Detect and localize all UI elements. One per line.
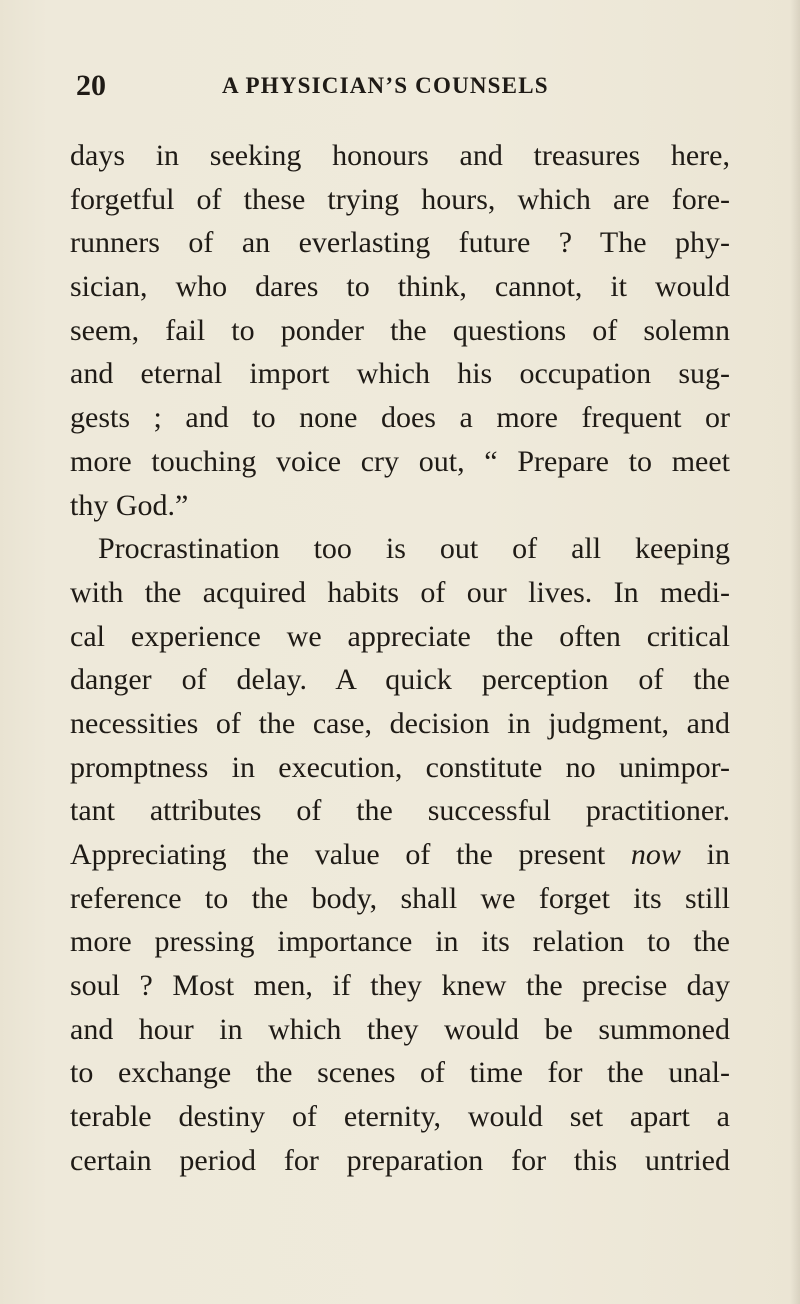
running-head [76,66,736,106]
running-head-title: A PHYSICIAN’S COUNSELS [222,73,549,98]
text-segment: in [706,838,730,871]
text-line: cal experience we appreciate the often critical [70,619,730,653]
text-line: danger of delay. A quick perception of the [70,663,730,697]
text-line: certain period for preparation for this untried [70,1143,730,1177]
text-line: with the acquired habits of our lives. In medi- [70,575,730,609]
text-line: thy God.” [70,488,189,522]
page-edge-shadow [790,0,800,1304]
text-line: promptness in execution, constitute no unimpor- [70,750,730,784]
paragraph-first-line: Procrastination too is out of all keeping [98,532,730,566]
text-line: terable destiny of eternity, would set apart a [70,1100,730,1134]
text-line [70,833,730,877]
text-line: more touching voice cry out, “ Prepare to meet [70,444,730,478]
text-line: and hour in which they would be summoned [70,1012,730,1046]
italic-word: now [630,838,681,871]
text-line: seem, fail to ponder the questions of solemn [70,313,730,347]
text-line: runners of an everlasting future ? The phy- [70,226,730,260]
body-text [70,134,730,1183]
text-line: more pressing importance in its relation to the [70,925,730,959]
text-line: sician, who dares to think, cannot, it would [70,270,730,304]
text-line: forgetful of these trying hours, which are fore- [70,182,730,216]
text-line: reference to the body, shall we forget its still [70,881,730,915]
page-number: 20 [76,69,106,102]
text-line: and eternal import which his occupation sug- [70,357,730,391]
text-segment: Appreciating the value of the present [70,838,606,871]
text-line: days in seeking honours and treasures here, [70,139,730,172]
text-line: tant attributes of the successful practitioner. [70,794,730,828]
text-line: to exchange the scenes of time for the unal- [70,1056,730,1090]
text-line: necessities of the case, decision in judgment, and [70,706,730,740]
text-line: soul ? Most men, if they knew the precise day [70,969,730,1003]
text-line: gests ; and to none does a more frequent or [70,401,730,435]
